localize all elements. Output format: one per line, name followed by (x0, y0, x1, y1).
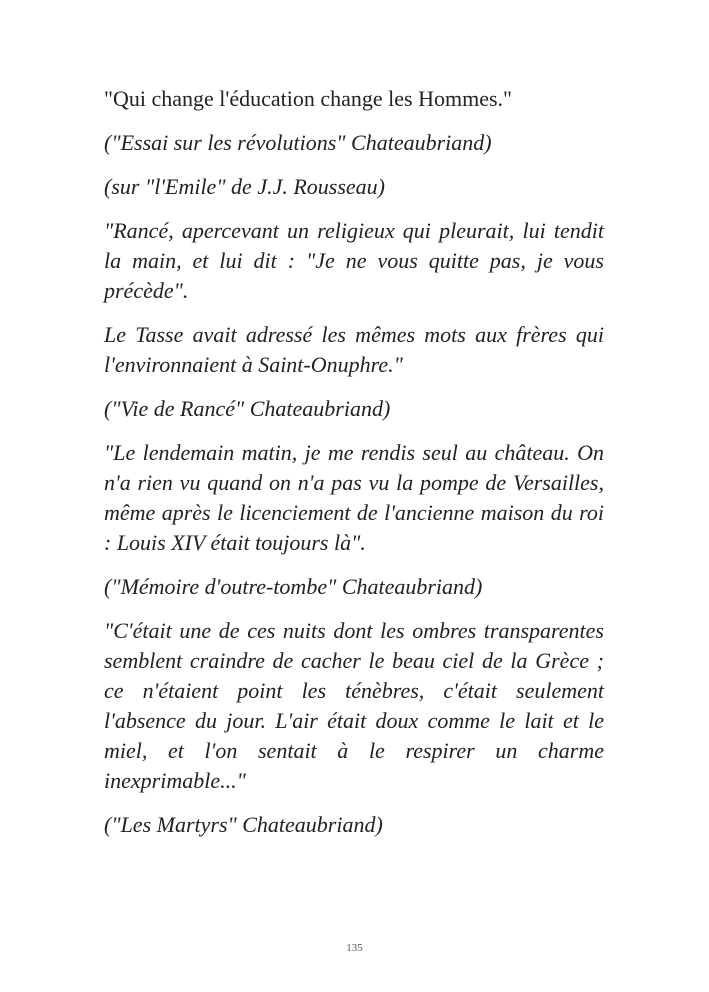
quote-nuits-grece: "C'était une de ces nuits dont les ombres transparentes semblent craindre de cacher le beau ciel de la Grèce ; ce n'étaient point les ténèbres, c'était seulement l'absence du jour. L'air était doux comme le lait et le miel, et l'on sentait à le respirer un charme inexprimable..." (104, 618, 604, 793)
citation-les-martyrs: ("Les Martyrs" Chateaubriand) (104, 812, 383, 837)
citation-vie-de-rance: ("Vie de Rancé" Chateaubriand) (104, 396, 391, 421)
page-number: 135 (346, 942, 363, 954)
page-body (104, 84, 604, 854)
quote-versailles: "Le lendemain matin, je me rendis seul au château. On n'a rien vu quand on n'a pas vu la pompe de Versailles, même après le licenciement de l'ancienne maison du roi : Louis XIV était toujours là". (104, 440, 604, 555)
citation-memoire-outre-tombe: ("Mémoire d'outre-tombe" Chateaubriand) (104, 574, 483, 599)
citation-essai-revolutions: ("Essai sur les révolutions" Chateaubriand) (104, 130, 492, 155)
quote-tasse: Le Tasse avait adressé les mêmes mots aux frères qui l'environnaient à Saint-Onuphre." (104, 322, 604, 377)
quote-rance: "Rancé, apercevant un religieux qui pleurait, lui tendit la main, et lui dit : "Je ne vous quitte pas, je vous précède". (104, 218, 604, 303)
quote-education: "Qui change l'éducation change les Hommes." (104, 86, 513, 111)
citation-emile: (sur "l'Emile" de J.J. Rousseau) (104, 174, 386, 199)
